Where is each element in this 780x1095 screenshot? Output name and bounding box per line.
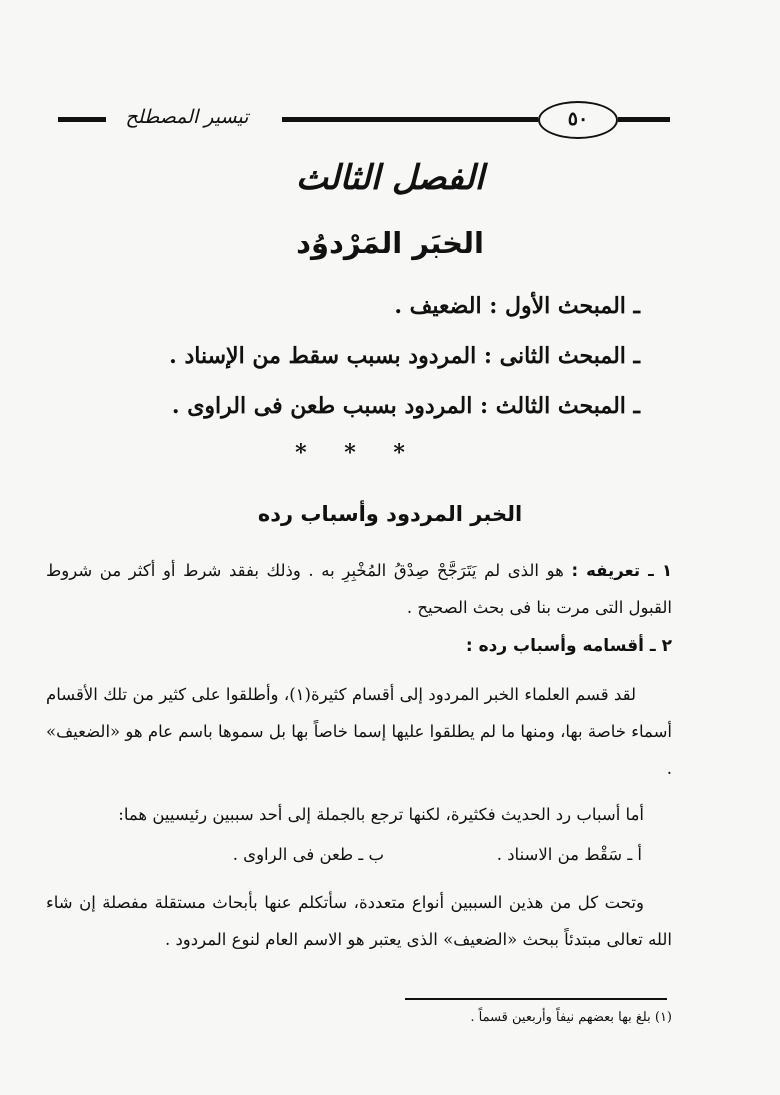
header-rule-left [58, 117, 106, 122]
chapter-subtitle: الخبَر المَرْدوُد [296, 226, 484, 260]
footnote: (١) بلغ بها بعضهم نيفاً وأربعين قسماً . [470, 1010, 672, 1025]
footnote-rule [405, 998, 667, 1000]
chapter-title: الفصل الثالث [295, 158, 485, 198]
definition-text: هو الذى لم يَتَرَجَّحْ صِدْقُ المُخْبِرِ به . وذلك بفقد شرط أو أكثر من شروط القبول التى مرت بنا فى بحث الصحيح . [46, 561, 672, 617]
paragraph-3: وتحت كل من هذين السببين أنواع متعددة، سأتكلم عنها بأبحاث مستقلة مفصلة إن شاء الله تعالى مبتدئاً ببحث «الضعيف» الذى يعتبر هو الاسم العام لنوع المردود . [46, 893, 672, 949]
book-title: تيسير المصطلح [125, 106, 249, 128]
section-separator: * * * [295, 440, 405, 466]
paragraph-1: لقد قسم العلماء الخبر المردود إلى أقسام كثيرة(١)، وأطلقوا على كثير من تلك الأقسام أسماء خاصة بها، ومنها ما لم يطلقوا عليها إسما خاصاً بها بل سموها باسم عام هو «الضعيف» . [46, 685, 672, 778]
section-heading: الخبر المردود وأسباب رده [257, 502, 523, 526]
header-rule-middle [282, 117, 538, 122]
toc-item-2: ـ المبحث الثانى : المردود بسبب سقط من الإسناد . [169, 343, 640, 369]
definition-paragraph [46, 552, 672, 626]
toc-item-3: ـ المبحث الثالث : المردود بسبب طعن فى الراوى . [171, 393, 640, 419]
page-number: ٥٠ [538, 101, 618, 139]
cause-a: أ ـ سَقْط من الاسناد . [496, 845, 642, 864]
header-rule-right [618, 117, 670, 122]
definition-label: ١ ـ تعريفه : [571, 561, 673, 580]
cause-b: ب ـ طعن فى الراوى . [232, 845, 384, 864]
toc-item-1: ـ المبحث الأول : الضعيف . [394, 293, 640, 319]
divisions-heading: ٢ ـ أقسامه وأسباب رده : [465, 636, 672, 656]
paragraph-2: أما أسباب رد الحديث فكثيرة، لكنها ترجع بالجملة إلى أحد سببين رئيسيين هما: [118, 805, 644, 824]
